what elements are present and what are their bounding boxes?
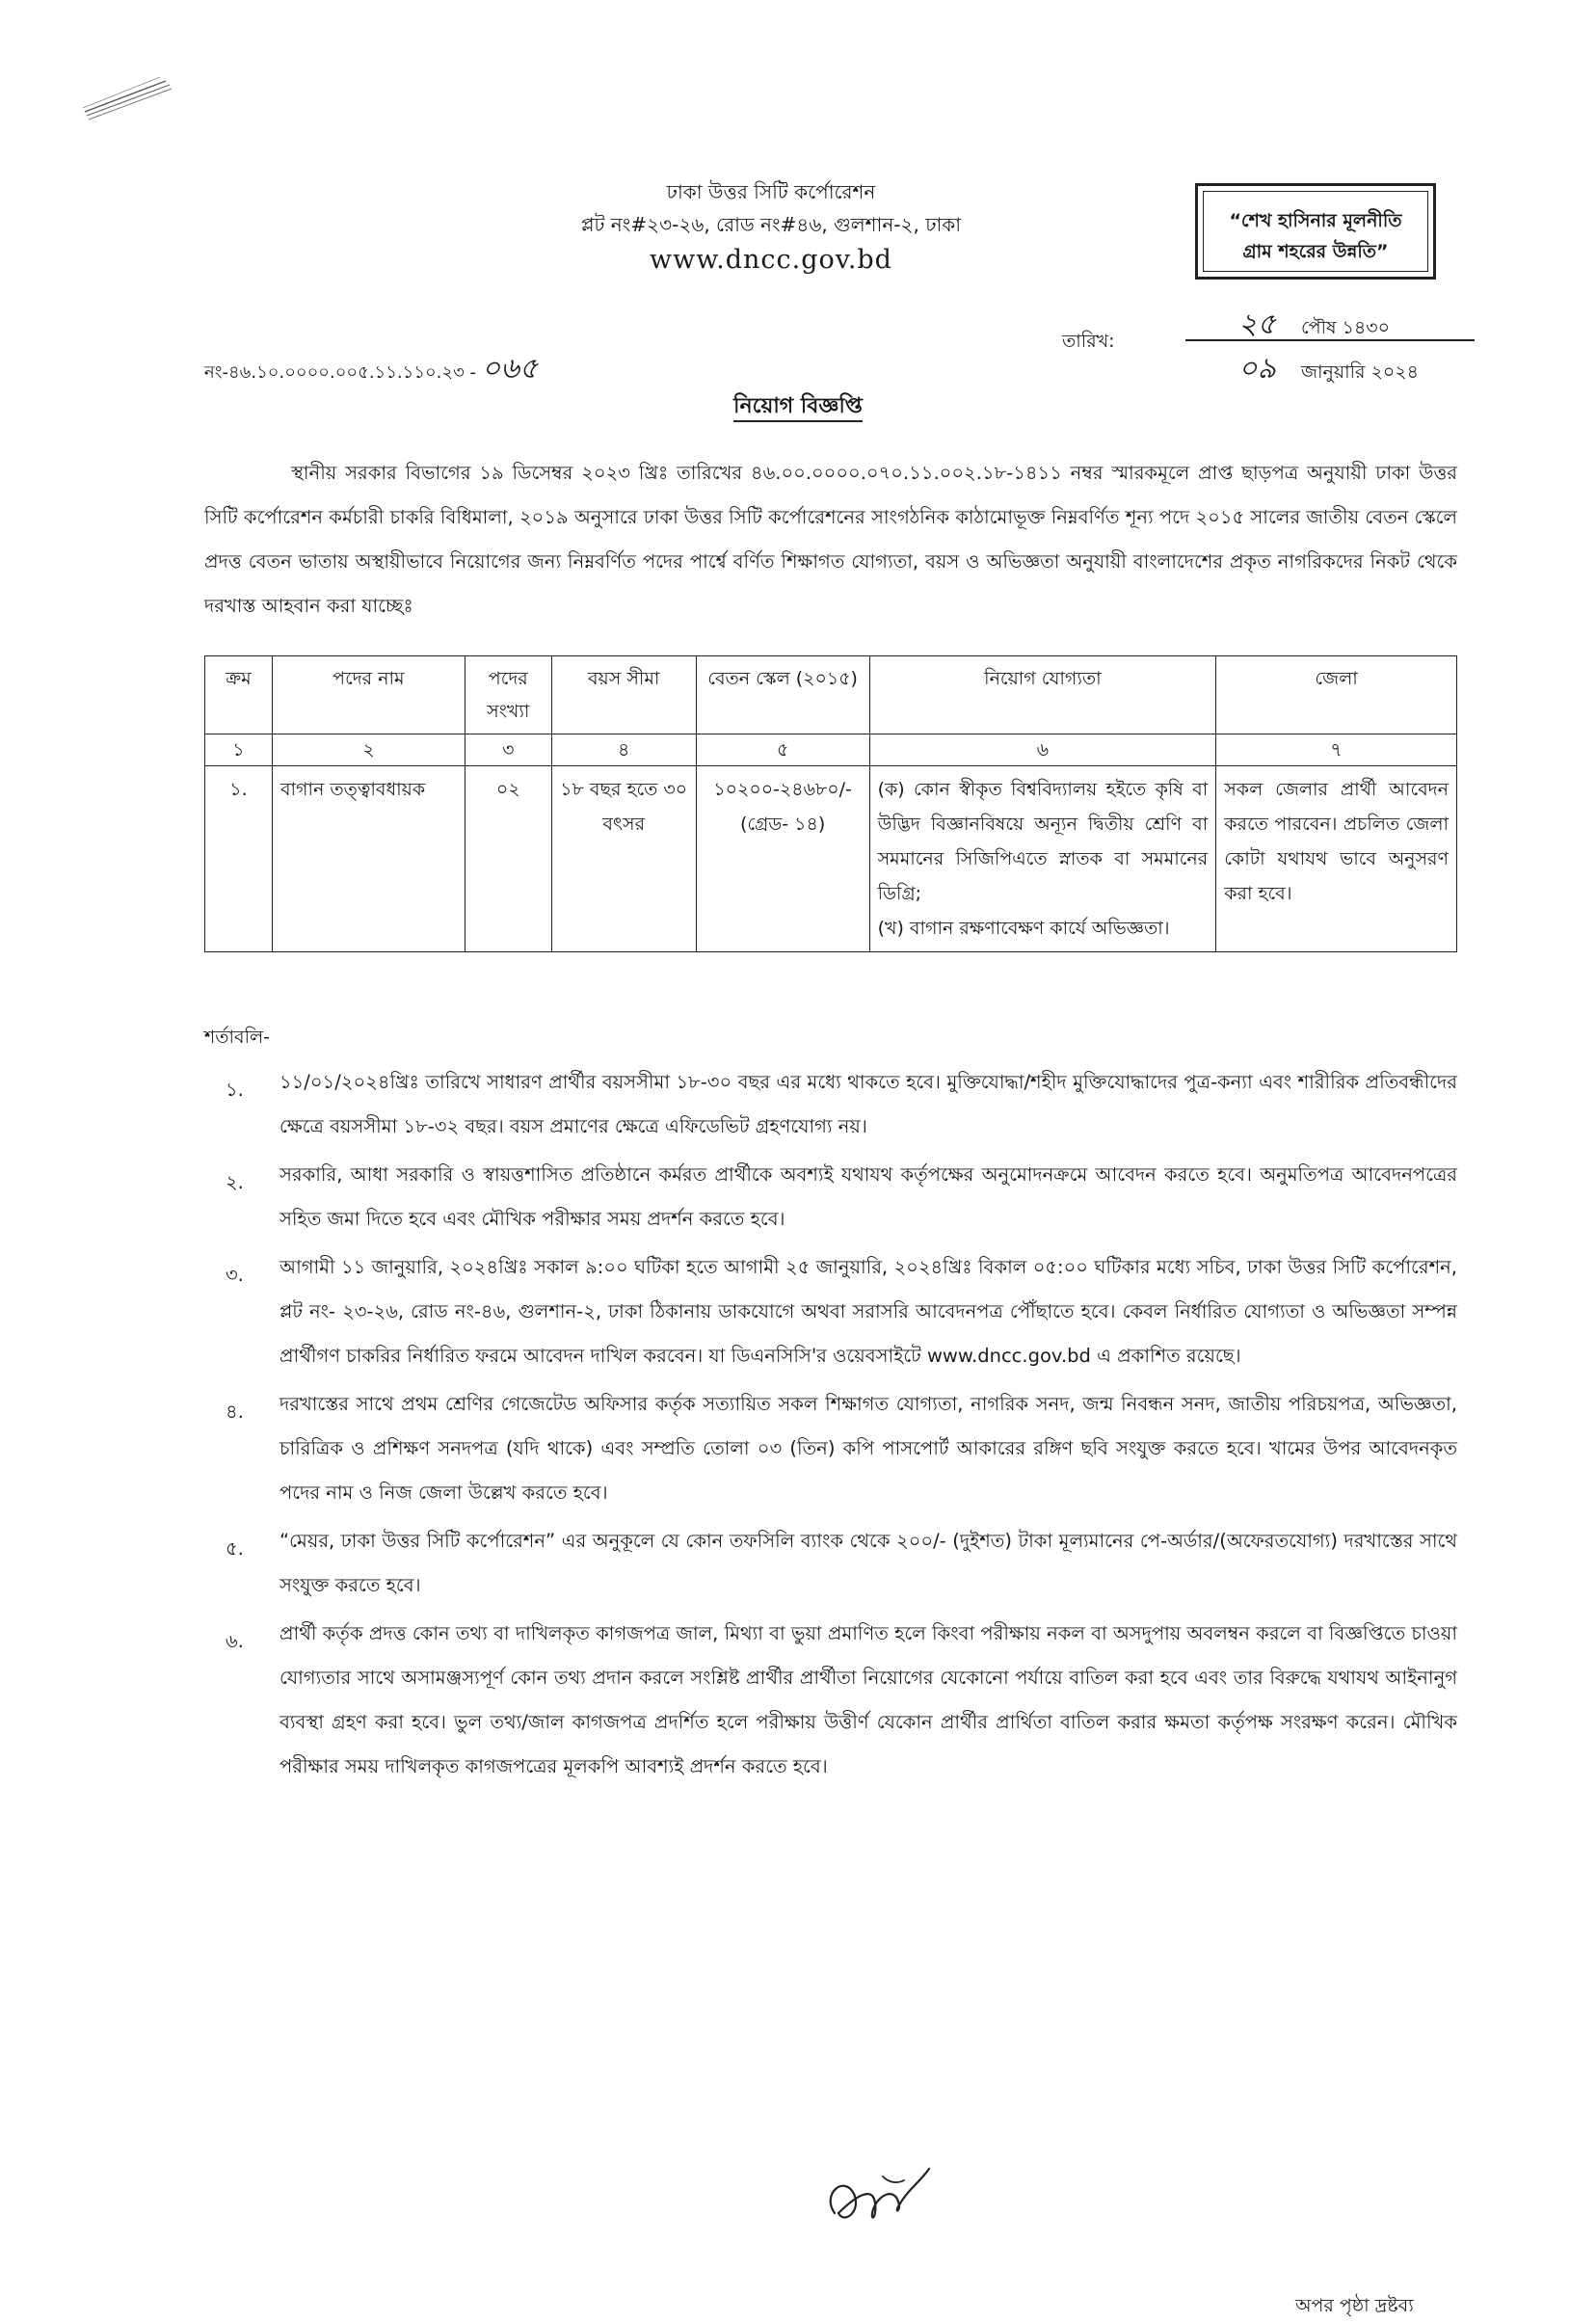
date-month-bangla: পৌষ ১৪৩০ bbox=[1301, 317, 1390, 338]
table-column-number-row bbox=[205, 734, 1457, 766]
col-number: ১ bbox=[205, 734, 273, 766]
pay-scale-grade: (গ্রেড- ১৪) bbox=[739, 814, 826, 835]
condition-text: প্রার্থী কর্তৃক প্রদত্ত কোন তথ্য বা দাখিলকৃত কাগজপত্র জাল, মিথ্যা বা ভুয়া প্রমাণিত হলে কিংবা পরীক্ষায় নকল বা অসদুপায় অবলম্বন করলে বা বিজ্ঞপ্তিতে চাওয়া যোগ্যতার সাথে অসামঞ্জস্যপূর্ণ কোন তথ্য প্রদান করলে সংশ্লিষ্ট প্রার্থীর প্রার্থীতা নিয়োগের যেকোনো পর্যায়ে বাতিল করা হবে এবং তার বিরুদ্ধে যথাযথ আইনানুগ ব্যবস্থা গ্রহণ করা হবে। ভুল তথ্য/জাল কাগজপত্র প্রদর্শিত হলে পরীক্ষায় উত্তীর্ণ যেকোন প্রার্থীর প্রার্থিতা বাতিল করার ক্ষমতা কর্তৃপক্ষ সংরক্ষণ করেন। মৌখিক পরীক্ষার সময় দাখিলকৃত কাগজপত্রের মূলকপি আবশ্যই প্রদর্শন করতে হবে। bbox=[279, 1622, 1457, 1777]
condition-text: “মেয়র, ঢাকা উত্তর সিটি কর্পোরেশন” এর অনুকূলে যে কোন তফসিলি ব্যাংক থেকে ২০০/- (দুইশত) টাকা মূল্যমানের পে-অর্ডার/(অফেরতযোগ্য) দরখাস্তের সাথে সংযুক্ত করতে হবে। bbox=[279, 1530, 1457, 1596]
condition-item bbox=[204, 1612, 1457, 1789]
cell-qualification bbox=[869, 766, 1216, 952]
condition-item bbox=[204, 1519, 1457, 1608]
col-number: ৩ bbox=[465, 734, 551, 766]
condition-number: ৫. bbox=[226, 1537, 244, 1560]
header-post-count: পদের সংখ্যা bbox=[465, 656, 551, 734]
condition-item bbox=[204, 1245, 1457, 1378]
slogan-line-1: “শেখ হাসিনার মূলনীতি bbox=[1229, 210, 1402, 231]
cell-district: সকল জেলার প্রার্থী আবেদন করতে পারবেন। প্রচলিত জেলা কোটা যথাযথ ভাবে অনুসরণ করা হবে। bbox=[1216, 766, 1457, 952]
header-pay-scale: বেতন স্কেল (২০১৫) bbox=[696, 656, 869, 734]
cell-serial: ১. bbox=[205, 766, 273, 952]
header-district: জেলা bbox=[1216, 656, 1457, 734]
col-number: ৫ bbox=[696, 734, 869, 766]
date-day-english: ০৯ bbox=[1238, 352, 1276, 386]
memo-number bbox=[204, 345, 538, 394]
slogan-line-2: গ্রাম শহরের উন্নতি” bbox=[1242, 241, 1389, 262]
cell-post-name: বাগান তত্ত্বাবধায়ক bbox=[272, 766, 465, 952]
condition-text: ১১/০১/২০২৪খ্রিঃ তারিখে সাধারণ প্রার্থীর বয়সসীমা ১৮-৩০ বছর এর মধ্যে থাকতে হবে। মুক্তিযোদ্ধা/শহীদ মুক্তিযোদ্ধাদের পুত্র-কন্যা এবং শারীরিক প্রতিবন্ধীদের ক্ষেত্রে বয়সসীমা ১৮-৩২ বছর। বয়স প্রমাণের ক্ষেত্রে এফিডেভিট গ্রহণযোগ্য নয়। bbox=[279, 1071, 1457, 1137]
qualification-a: (ক) কোন স্বীকৃত বিশ্ববিদ্যালয় হইতে কৃষি বা উদ্ভিদ বিজ্ঞানবিষয়ে অন্যূন দ্বিতীয় শ্রেণি বা সমমানের সিজিপিএতে স্নাতক বা সমমানের ডিগ্রি; bbox=[877, 779, 1209, 904]
col-number: ৪ bbox=[551, 734, 696, 766]
table-header-row bbox=[205, 656, 1457, 734]
date-divider bbox=[1185, 339, 1475, 341]
header-serial: ক্রম bbox=[205, 656, 273, 734]
condition-item bbox=[204, 1060, 1457, 1149]
date-bangla bbox=[1238, 301, 1390, 350]
header-age-limit: বয়স সীমা bbox=[551, 656, 696, 734]
signature bbox=[815, 2155, 950, 2242]
condition-number: ৩. bbox=[226, 1264, 244, 1286]
condition-text: দরখাস্তের সাথে প্রথম শ্রেণির গেজেটেড অফিসার কর্তৃক সত্যায়িত সকল শিক্ষাগত যোগ্যতা, নাগরিক সনদ, জন্ম নিবন্ধন সনদ, জাতীয় পরিচয়পত্র, অভিজ্ঞতা, চারিত্রিক ও প্রশিক্ষণ সনদপত্র (যদি থাকে) এবং সম্প্রতি তোলা ০৩ (তিন) কপি পাসপোর্ট আকারের রঙ্গিণ ছবি সংযুক্ত করতে হবে। খামের উপর আবেদনকৃত পদের নাম ও নিজ জেলা উল্লেখ করতে হবে। bbox=[279, 1393, 1458, 1504]
notice-title-text: নিয়োগ বিজ্ঞপ্তি bbox=[733, 394, 863, 422]
col-number: ৬ bbox=[869, 734, 1216, 766]
condition-number: ১. bbox=[226, 1079, 244, 1101]
pay-scale-amount: ১০২০০-২৪৬৮০/- bbox=[713, 779, 852, 800]
date-english bbox=[1238, 345, 1419, 394]
qualification-b: (খ) বাগান রক্ষণাবেক্ষণ কার্যে অভিজ্ঞতা। bbox=[877, 918, 1170, 939]
pen-scratch-mark bbox=[81, 69, 177, 127]
cell-age-limit: ১৮ বছর হতে ৩০ বৎসর bbox=[551, 766, 696, 952]
conditions-heading: শর্তাবলি- bbox=[204, 1027, 271, 1048]
org-name: ঢাকা উত্তর সিটি কর্পোরেশন bbox=[666, 180, 876, 203]
condition-text: আগামী ১১ জানুয়ারি, ২০২৪খ্রিঃ সকাল ৯:০০ ঘটিকা হতে আগামী ২৫ জানুয়ারি, ২০২৪খ্রিঃ বিকাল ০৫:০০ ঘটিকার মধ্যে সচিব, ঢাকা উত্তর সিটি কর্পোরেশন, প্লট নং- ২৩-২৬, রোড নং-৪৬, গুলশান-২, ঢাকা ঠিকানায় ডাকযোগে অথবা সরাসরি আবেদনপত্র পৌঁছাতে হবে। কেবল নির্ধারিত যোগ্যতা ও অভিজ্ঞতা সম্পন্ন প্রার্থীগণ চাকরির নির্ধারিত ফরমে আবেদন দাখিল করবেন। যা ডিএনসিসি'র ওয়েবসাইটে www.dncc.gov.bd এ প্রকাশিত রয়েছে। bbox=[279, 1256, 1457, 1367]
col-number: ২ bbox=[272, 734, 465, 766]
condition-item bbox=[204, 1153, 1457, 1242]
org-website: www.dncc.gov.bd bbox=[650, 245, 892, 275]
cell-pay-scale bbox=[696, 766, 869, 952]
condition-number: ৪. bbox=[226, 1401, 244, 1423]
intro-paragraph: স্থানীয় সরকার বিভাগের ১৯ ডিসেম্বর ২০২৩ খ্রিঃ তারিখের ৪৬.০০.০০০০.০৭০.১১.০০২.১৮-১৪১১ নম্বর স্মারকমূলে প্রাপ্ত ছাড়পত্র অনুযায়ী ঢাকা উত্তর সিটি কর্পোরেশন কর্মচারী চাকরি বিধিমালা, ২০১৯ অনুসারে ঢাকা উত্তর সিটি কর্পোরেশনের সাংগঠনিক কাঠামোভূক্ত নিম্নবর্ণিত শূন্য পদে ২০১৫ সালের জাতীয় বেতন স্কেলে প্রদত্ত বেতন ভাতায় অস্থায়ীভাবে নিয়োগের জন্য নিম্নবর্ণিত পদের পার্শ্বে বর্ণিত শিক্ষাগত যোগ্যতা, বয়স ও অভিজ্ঞতা অনুযায়ী বাংলাদেশের প্রকৃত নাগরিকদের নিকট থেকে দরখাস্ত আহবান করা যাচ্ছেঃ bbox=[204, 462, 1457, 617]
memo-number-handwritten: ০৬৫ bbox=[481, 352, 539, 386]
memo-number-printed: নং-৪৬.১০.০০০০.০০৫.১১.১১০.২৩ - bbox=[204, 362, 477, 383]
condition-item bbox=[204, 1382, 1457, 1515]
date-day-bangla: ২৫ bbox=[1238, 307, 1276, 341]
header-qualification: নিয়োগ যোগ্যতা bbox=[869, 656, 1216, 734]
conditions-list bbox=[204, 1060, 1457, 1793]
letterhead bbox=[501, 175, 1041, 280]
table-row bbox=[205, 766, 1457, 952]
condition-number: ২. bbox=[226, 1171, 244, 1193]
slogan-box bbox=[1195, 183, 1436, 280]
date-month-english: জানুয়ারি ২০২৪ bbox=[1301, 361, 1419, 383]
col-number: ৭ bbox=[1216, 734, 1457, 766]
org-address: প্লট নং#২৩-২৬, রোড নং#৪৬, গুলশান-২, ঢাকা bbox=[580, 213, 962, 236]
condition-number: ৬. bbox=[226, 1630, 244, 1652]
next-page-note: অপর পৃষ্ঠা দ্রষ্টব্য bbox=[1295, 2295, 1414, 2316]
posts-table bbox=[204, 655, 1457, 952]
date-label: তারিখ: bbox=[1062, 331, 1115, 352]
cell-post-count: ০২ bbox=[465, 766, 551, 952]
condition-text: সরকারি, আধা সরকারি ও স্বায়ত্তশাসিত প্রতিষ্ঠানে কর্মরত প্রার্থীকে অবশ্যই যথাযথ কর্তৃপক্ষের অনুমোদনক্রমে আবেদন করতে হবে। অনুমতিপত্র আবেদনপত্রের সহিত জমা দিতে হবে এবং মৌখিক পরীক্ষার সময় প্রদর্শন করতে হবে। bbox=[279, 1163, 1457, 1230]
header-post-name: পদের নাম bbox=[272, 656, 465, 734]
notice-title bbox=[0, 389, 1596, 425]
